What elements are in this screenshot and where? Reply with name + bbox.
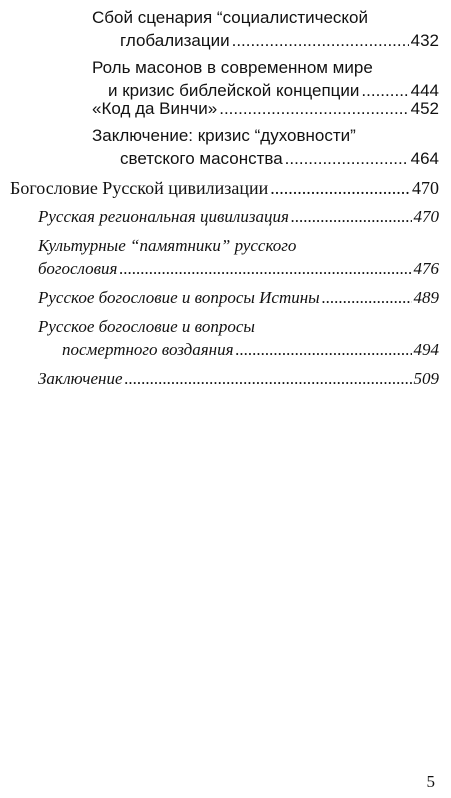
toc-section-monuments [38,234,439,280]
toc-entry-masons [92,56,439,102]
toc-section-truth [38,286,439,309]
leader-dots [125,367,412,390]
toc-entry-title-line2: и кризис библейской концепции [108,81,360,100]
toc-chapter-title: Богословие Русской цивилизации [10,178,269,198]
toc-section-conclusion [38,367,439,390]
toc-entry-title: «Код да Винчи» [92,99,218,118]
toc-section-title-line2: посмертного воздаяния [62,340,234,359]
toc-entry-conclusion-masons [92,124,439,170]
toc-section-page: 476 [413,259,439,278]
toc-entry-page: 432 [410,31,439,50]
toc-entry-page: 464 [410,149,439,168]
toc-section-retribution [38,315,439,361]
toc-section-title-line1: Русское богословие и вопросы [38,317,255,336]
toc-section-title: Русская региональная цивилизация [38,207,289,226]
toc-entry-da-vinci [92,97,439,120]
toc-entry-title-line2: глобализации [120,31,230,50]
toc-entry-title-line1: Сбой сценария “социалистической [92,8,368,27]
toc-entry-title-line2: светского масонства [120,149,283,168]
toc-entry-sbоy [92,6,439,52]
toc-entry-title-line1: Заключение: кризис “духовности” [92,126,356,145]
leader-dots [322,286,412,309]
toc-section-title-line1: Культурные “памятники” русского [38,236,297,255]
toc-entry-title-line1: Роль масонов в современном мире [92,58,373,77]
toc-entry-page: 444 [410,81,439,100]
leader-dots [291,205,412,228]
toc-section-regional [38,205,439,228]
toc-section-title: Русское богословие и вопросы Истины [38,288,320,307]
toc-chapter-page: 470 [412,178,439,198]
page-number: 5 [426,772,435,791]
toc-section-page: 470 [413,207,439,226]
leader-dots [232,29,409,52]
leader-dots [285,147,409,170]
leader-dots [236,338,412,361]
toc-chapter [10,176,439,200]
toc-entry-page: 452 [410,99,439,118]
toc-section-page: 509 [413,369,439,388]
toc-section-page: 489 [413,288,439,307]
toc-section-title-line2: богословия [38,259,118,278]
leader-dots [119,257,411,280]
leader-dots [270,176,410,200]
leader-dots [219,97,408,120]
toc-section-page: 494 [413,340,439,359]
toc-section-title: Заключение [38,369,123,388]
